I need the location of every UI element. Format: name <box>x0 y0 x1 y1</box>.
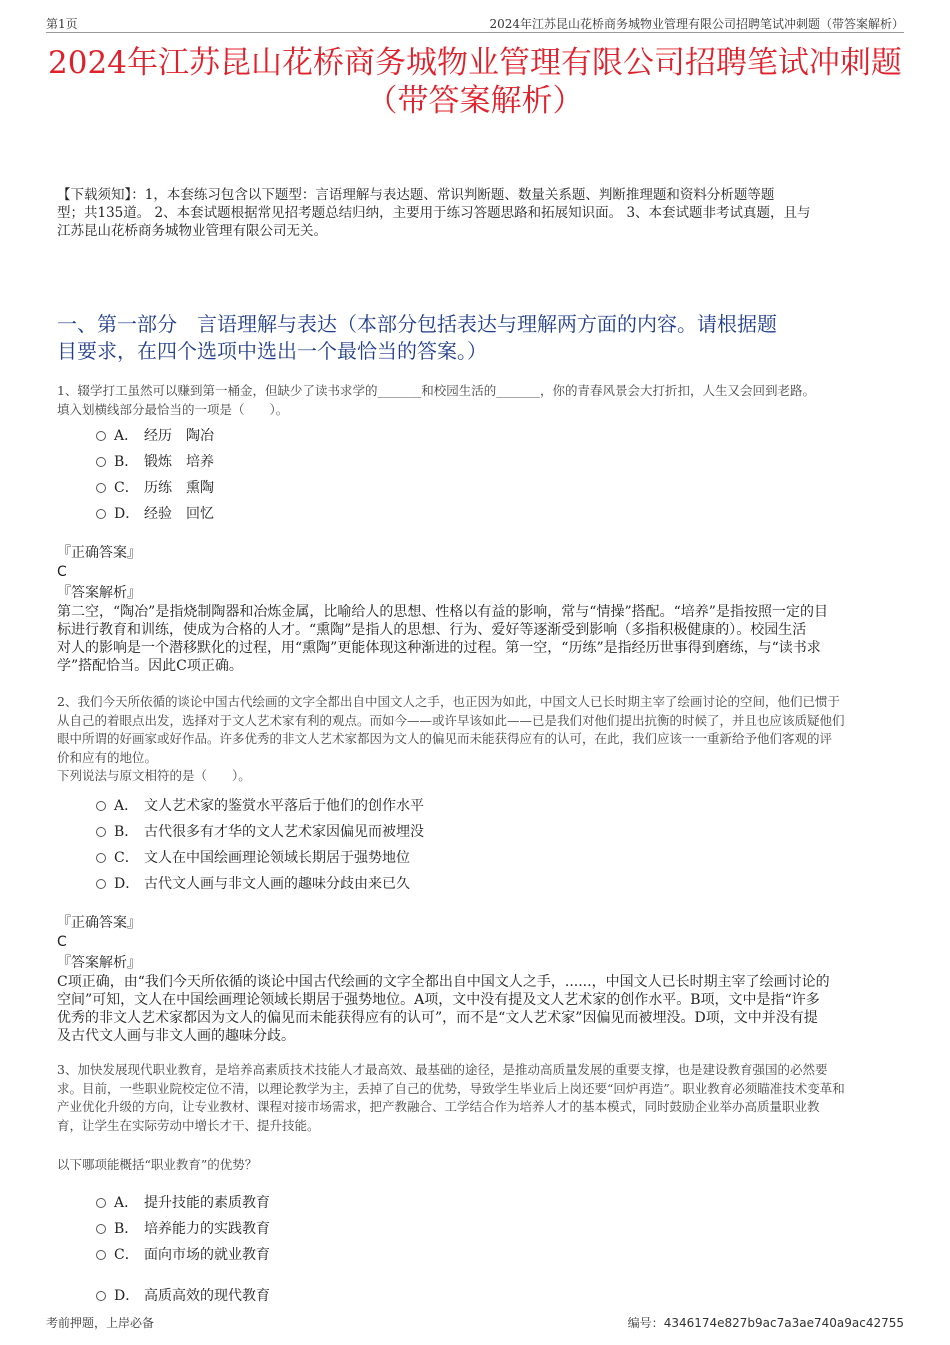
question-3-option-d[interactable] <box>96 1285 270 1305</box>
analysis-line: 优秀的非文人艺术家都因为文人的偏见而未能获得应有的认可”，而不是“文人艺术家”因偏见而被埋没。D项，文中并没有提 <box>57 1010 818 1026</box>
radio-icon[interactable] <box>96 1224 106 1234</box>
correct-answer-label: 『正确答案』 <box>57 915 141 931</box>
page-title-line1: 2024年江苏昆山花桥商务城物业管理有限公司招聘笔试冲刺题 <box>48 45 902 81</box>
option-letter: C． <box>114 1247 139 1263</box>
option-letter: D． <box>114 506 140 522</box>
question-2-option-b[interactable] <box>96 821 424 841</box>
question-stem-line: 2、我们今天所依循的谈论中国古代绘画的文字全都出自中国文人之手，也正因为如此，中国文人已长时期主宰了绘画讨论的空间，他们已惯于 <box>57 694 840 709</box>
correct-answer-label: 『正确答案』 <box>57 545 141 561</box>
option-letter: A． <box>114 1195 139 1211</box>
option-letter: A． <box>114 428 139 444</box>
question-stem-line: 下列说法与原文相符的是（ ）。 <box>57 768 251 783</box>
question-2-stem <box>57 693 917 786</box>
analysis-line: C项正确，由“我们今天所依循的谈论中国古代绘画的文字全都出自中国文人之手，......，中国文人已长时期主宰了绘画讨论的 <box>57 974 830 990</box>
radio-icon[interactable] <box>96 879 106 889</box>
radio-icon[interactable] <box>96 827 106 837</box>
question-stem-line: 1、辍学打工虽然可以赚到第一桶金，但缺少了读书求学的_______和校园生活的_______，你的青春风景会大打折扣，人生又会回到老路。 <box>57 383 815 398</box>
section-heading-line: 目要求，在四个选项中选出一个最恰当的答案。） <box>57 339 487 363</box>
analysis-label: 『答案解析』 <box>57 585 141 601</box>
option-text: 古代文人画与非文人画的趣味分歧由来已久 <box>144 876 410 892</box>
question-1-analysis <box>57 603 917 675</box>
header-doc-title: 2024年江苏昆山花桥商务城物业管理有限公司招聘笔试冲刺题（带答案解析） <box>489 17 904 31</box>
analysis-line: 对人的影响是一个潜移默化的过程，用“熏陶”更能体现这种渐进的过程。第一空，“历练”是指经历世事得到磨练，与“读书求 <box>57 640 821 656</box>
option-letter: B． <box>114 454 139 470</box>
option-letter: D． <box>114 876 140 892</box>
question-1-option-c[interactable] <box>96 477 214 497</box>
question-2-option-c[interactable] <box>96 847 410 867</box>
option-text: 面向市场的就业教育 <box>144 1247 270 1263</box>
option-text: 文人在中国绘画理论领域长期居于强势地位 <box>144 850 410 866</box>
question-2-analysis <box>57 973 917 1045</box>
analysis-line: 及古代文人画与非文人画的趣味分歧。 <box>57 1028 295 1044</box>
page-number: 第1页 <box>46 17 78 31</box>
radio-icon[interactable] <box>96 509 106 519</box>
notice-line: 【下载须知】：1，本套练习包含以下题型：言语理解与表达题、常识判断题、数量关系题、判断推理题和资料分析题等题 <box>57 187 775 203</box>
footer-document-code <box>628 1314 904 1331</box>
header-divider <box>46 32 904 33</box>
option-text: 提升技能的素质教育 <box>144 1195 270 1211</box>
radio-icon[interactable] <box>96 1198 106 1208</box>
option-letter: D． <box>114 1288 140 1304</box>
question-1-option-b[interactable] <box>96 451 214 471</box>
option-letter: A． <box>114 798 139 814</box>
option-text: 培养能力的实践教育 <box>144 1221 270 1237</box>
question-stem-line: 3、加快发展现代职业教育，是培养高素质技术技能人才最高效、最基础的途径，是推动高质量发展的重要支撑，也是建设教育强国的必然要 <box>57 1062 828 1077</box>
question-3-stem <box>57 1061 917 1135</box>
option-letter: C． <box>114 480 139 496</box>
analysis-line: 第二空，“陶冶”是指烧制陶器和冶炼金属，比喻给人的思想、性格以有益的影响，常与“情操”搭配。“培养”是指按照一定的目 <box>57 604 828 620</box>
option-text: 高质高效的现代教育 <box>144 1288 270 1304</box>
radio-icon[interactable] <box>96 853 106 863</box>
question-stem-line: 眼中所谓的好画家或好作品。许多优秀的非文人艺术家都因为文人的偏见而未能获得应有的认可，在此，我们应该一一重新给予他们客观的评 <box>57 731 833 746</box>
question-stem-line: 产业优化升级的方向，让专业教材、课程对接市场需求，把产教融合、工学结合作为培养人才的基本模式，同时鼓励企业举办高质量职业教 <box>57 1099 820 1114</box>
notice-line: 江苏昆山花桥商务城物业管理有限公司无关。 <box>57 223 327 239</box>
option-text: 经验 回忆 <box>144 506 214 522</box>
correct-answer-value: C <box>57 934 67 950</box>
option-letter: C． <box>114 850 139 866</box>
question-2-option-d[interactable] <box>96 873 410 893</box>
radio-icon[interactable] <box>96 1250 106 1260</box>
analysis-line: 学”搭配恰当。因此C项正确。 <box>57 658 243 674</box>
page-title-line2: （带答案解析） <box>366 83 584 119</box>
question-1-stem <box>57 382 917 419</box>
radio-icon[interactable] <box>96 801 106 811</box>
section-heading-line: 一、第一部分 言语理解与表达（本部分包括表达与理解两方面的内容。请根据题 <box>57 312 777 336</box>
option-text: 古代很多有才华的文人艺术家因偏见而被埋没 <box>144 824 424 840</box>
option-text: 文人艺术家的鉴赏水平落后于他们的创作水平 <box>144 798 424 814</box>
section-heading <box>57 311 897 365</box>
question-stem-line: 求。目前，一些职业院校定位不清，以理论教学为主，丢掉了自己的优势，导致学生毕业后上岗还要“回炉再造”。职业教育必须瞄准技术变革和 <box>57 1080 845 1096</box>
footer-slogan: 考前押题，上岸必备 <box>46 1316 155 1330</box>
question-3-option-b[interactable] <box>96 1218 270 1238</box>
analysis-line: 标进行教育和训练，使成为合格的人才。“熏陶”是指人的思想、行为、爱好等逐渐受到影响（多指积极健康的）。校园生活 <box>57 622 807 638</box>
question-3-option-c[interactable] <box>96 1244 270 1264</box>
question-stem-line: 育，让学生在实际劳动中增长才干、提升技能。 <box>57 1117 320 1133</box>
option-letter: B． <box>114 1221 139 1237</box>
analysis-line: 空间”可知，文人在中国绘画理论领域长期居于强势地位。A项，文中没有提及文人艺术家的创作水平。B项，文中是指“许多 <box>57 992 820 1008</box>
option-text: 经历 陶冶 <box>144 428 214 444</box>
question-stem-line: 价和应有的地位。 <box>57 749 158 765</box>
radio-icon[interactable] <box>96 1291 106 1301</box>
correct-answer-value: C <box>57 564 67 580</box>
analysis-label: 『答案解析』 <box>57 955 141 971</box>
question-1-option-a[interactable] <box>96 425 214 445</box>
question-2-option-a[interactable] <box>96 795 424 815</box>
question-stem-line: 填入划横线部分最恰当的一项是（ ）。 <box>57 401 289 417</box>
question-stem-line: 从自己的着眼点出发，选择对于文人艺术家有利的观点。而如今——或许早该如此——已是我们对他们提出抗衡的时候了，并且也应该质疑他们 <box>57 712 845 728</box>
download-notice <box>57 186 902 240</box>
option-text: 锻炼 培养 <box>144 454 214 470</box>
radio-icon[interactable] <box>96 457 106 467</box>
option-letter: B． <box>114 824 139 840</box>
option-text: 历练 熏陶 <box>144 480 214 496</box>
question-3-prompt: 以下哪项能概括“职业教育”的优势？ <box>57 1157 258 1172</box>
notice-line: 型；共135道。 2、本套试题根据常见招考题总结归纳，主要用于练习答题思路和拓展知识面。 3、本套试题非考试真题，且与 <box>57 205 811 221</box>
radio-icon[interactable] <box>96 483 106 493</box>
question-3-option-a[interactable] <box>96 1192 270 1212</box>
question-1-option-d[interactable] <box>96 503 214 523</box>
page-title <box>40 44 910 120</box>
footer-code-value: 4346174e827b9ac7a3ae740a9ac42755 <box>663 1316 904 1330</box>
radio-icon[interactable] <box>96 431 106 441</box>
footer-code-label: 编号： <box>627 1316 664 1330</box>
